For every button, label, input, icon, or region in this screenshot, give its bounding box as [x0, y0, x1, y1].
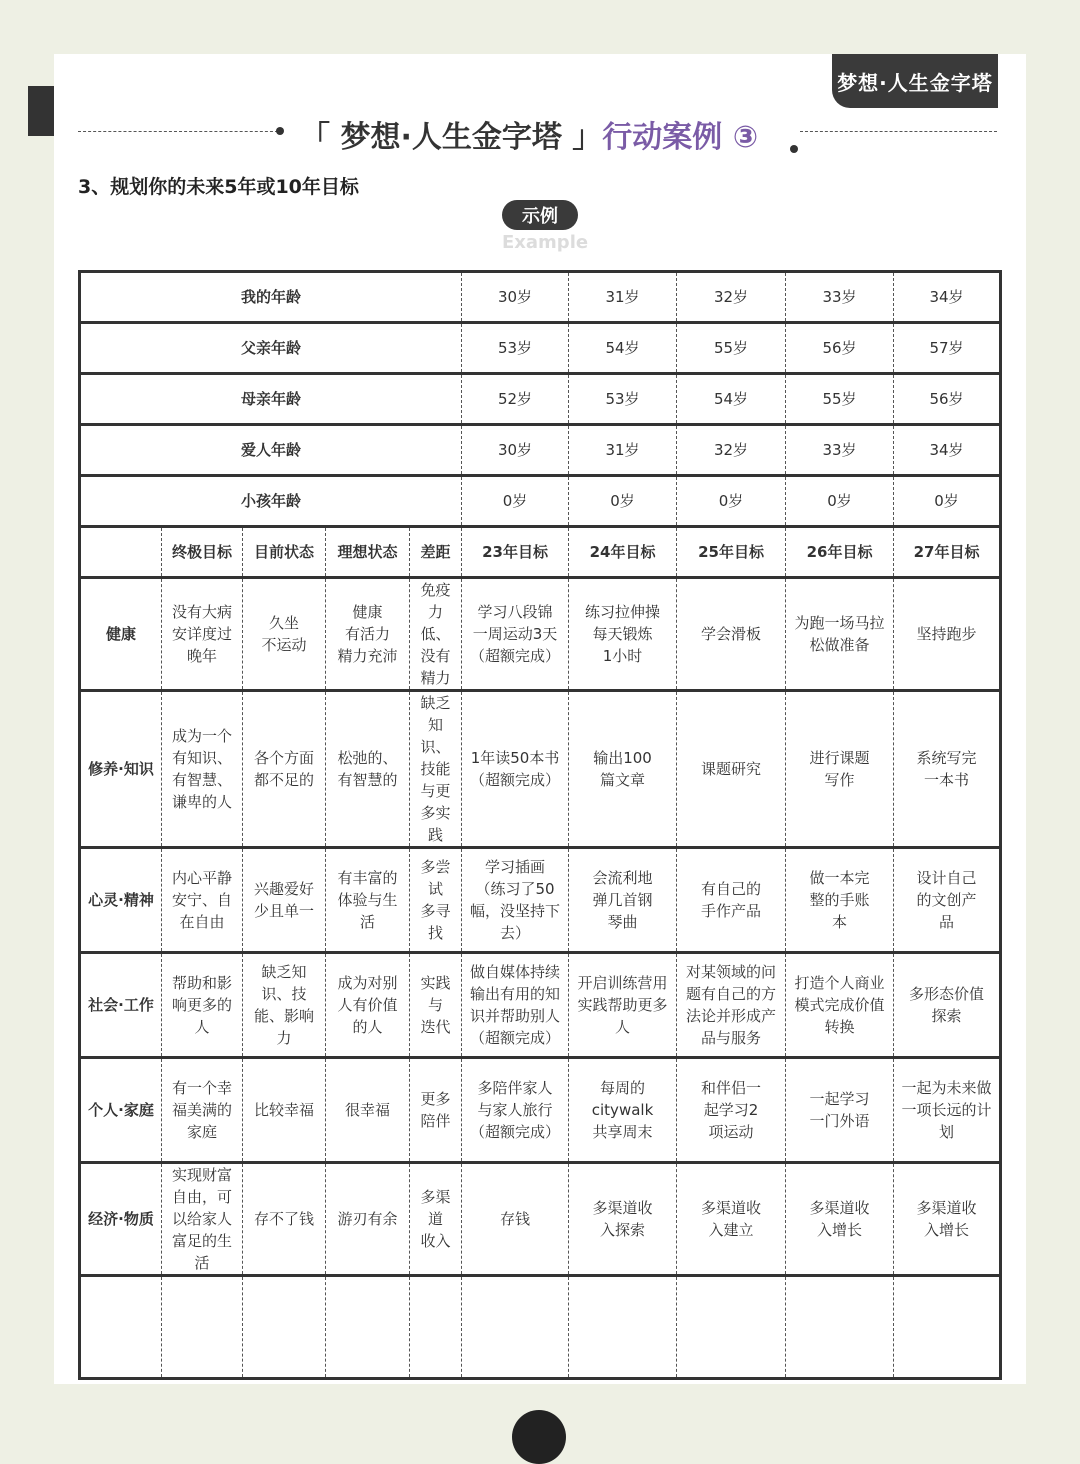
goal-cell: 缺乏知识、技能、影响力: [243, 953, 326, 1058]
age-label: 母亲年龄: [80, 374, 462, 425]
goal-row: [80, 691, 1001, 848]
section-subtitle: 3、规划你的未来5年或10年目标: [78, 176, 359, 198]
category-label: 心灵·精神: [80, 848, 162, 953]
goal-cell: 健康 有活力 精力充沛: [326, 578, 410, 691]
category-label: 健康: [80, 578, 162, 691]
column-header: 25年目标: [677, 527, 786, 578]
category-label: 经济·物质: [80, 1163, 162, 1276]
goal-cell: 做自媒体持续输出有用的知识并帮助别人（超额完成）: [462, 953, 569, 1058]
goal-cell: 帮助和影响更多的人: [162, 953, 243, 1058]
goal-cell: 久坐 不运动: [243, 578, 326, 691]
goal-cell: 多尝试 多寻找: [410, 848, 462, 953]
empty-cell: [894, 1276, 1001, 1379]
age-value: 34岁: [894, 425, 1001, 476]
age-row: [80, 272, 1001, 323]
goal-cell: 实践与 迭代: [410, 953, 462, 1058]
goal-cell: 一起为未来做一项长远的计划: [894, 1058, 1001, 1163]
goal-cell: 学习插画 （练习了50幅，没坚持下去）: [462, 848, 569, 953]
goal-cell: 做一本完 整的手账 本: [786, 848, 894, 953]
example-en-label: Example: [502, 232, 589, 253]
empty-cell: [786, 1276, 894, 1379]
goal-cell: 进行课题 写作: [786, 691, 894, 848]
age-value: 53岁: [569, 374, 677, 425]
corner-tag: 梦想·人生金字塔: [832, 54, 998, 108]
goal-cell: 有丰富的 体验与生 活: [326, 848, 410, 953]
goal-cell: 系统写完 一本书: [894, 691, 1001, 848]
goal-cell: 多陪伴家人 与家人旅行 （超额完成）: [462, 1058, 569, 1163]
goal-cell: 存不了钱: [243, 1163, 326, 1276]
goal-cell: 免疫力低、没有精力: [410, 578, 462, 691]
goal-cell: 每周的 citywalk 共享周末: [569, 1058, 677, 1163]
goal-cell: 开启训练营用实践帮助更多人: [569, 953, 677, 1058]
goal-cell: 存钱: [462, 1163, 569, 1276]
age-value: 0岁: [569, 476, 677, 527]
goal-cell: 练习拉伸操 每天锻炼 1小时: [569, 578, 677, 691]
title-accent: 行动案例 ③: [602, 120, 759, 155]
age-row: [80, 425, 1001, 476]
goal-cell: 一起学习 一门外语: [786, 1058, 894, 1163]
goal-cell: 会流利地 弹几首钢 琴曲: [569, 848, 677, 953]
column-header: 理想状态: [326, 527, 410, 578]
goal-cell: 对某领域的问题有自己的方法论并形成产品与服务: [677, 953, 786, 1058]
age-row: [80, 374, 1001, 425]
goal-cell: 松弛的、 有智慧的: [326, 691, 410, 848]
column-header: 差距: [410, 527, 462, 578]
goal-cell: 更多 陪伴: [410, 1058, 462, 1163]
goal-cell: 有一个幸福美满的家庭: [162, 1058, 243, 1163]
age-value: 56岁: [894, 374, 1001, 425]
goal-cell: 多渠道收 入建立: [677, 1163, 786, 1276]
age-value: 56岁: [786, 323, 894, 374]
empty-cell: [80, 1276, 162, 1379]
age-value: 55岁: [786, 374, 894, 425]
goal-cell: 内心平静安宁、自在自由: [162, 848, 243, 953]
age-value: 54岁: [569, 323, 677, 374]
goal-row: [80, 578, 1001, 691]
goal-cell: 坚持跑步: [894, 578, 1001, 691]
category-label: 个人·家庭: [80, 1058, 162, 1163]
age-value: 30岁: [462, 425, 569, 476]
age-row: [80, 476, 1001, 527]
column-header-row: [80, 527, 1001, 578]
goal-cell: 有自己的 手作产品: [677, 848, 786, 953]
goal-cell: 缺乏知识、技能与更多实践: [410, 691, 462, 848]
goal-cell: 兴趣爱好 少且单一: [243, 848, 326, 953]
goal-cell: 打造个人商业模式完成价值转换: [786, 953, 894, 1058]
goal-row: [80, 1058, 1001, 1163]
goal-cell: 学会滑板: [677, 578, 786, 691]
category-label: 社会·工作: [80, 953, 162, 1058]
age-label: 父亲年龄: [80, 323, 462, 374]
column-header: 27年目标: [894, 527, 1001, 578]
age-value: 0岁: [894, 476, 1001, 527]
goal-row: [80, 848, 1001, 953]
age-value: 31岁: [569, 425, 677, 476]
goal-cell: 实现财富自由，可以给家人富足的生活: [162, 1163, 243, 1276]
empty-cell: [569, 1276, 677, 1379]
age-value: 55岁: [677, 323, 786, 374]
age-label: 我的年龄: [80, 272, 462, 323]
column-header: 24年目标: [569, 527, 677, 578]
goal-cell: 设计自己 的文创产 品: [894, 848, 1001, 953]
page-title: [300, 112, 758, 156]
goal-cell: 和伴侣一 起学习2 项运动: [677, 1058, 786, 1163]
empty-cell: [410, 1276, 462, 1379]
column-header: 23年目标: [462, 527, 569, 578]
category-label: 修养·知识: [80, 691, 162, 848]
title-dashed-line-left: [78, 131, 278, 132]
age-value: 54岁: [677, 374, 786, 425]
goal-cell: 学习八段锦 一周运动3天 （超额完成）: [462, 578, 569, 691]
goal-cell: 多渠道收 入增长: [786, 1163, 894, 1276]
column-header: 终极目标: [162, 527, 243, 578]
goal-cell: 为跑一场马拉松做准备: [786, 578, 894, 691]
empty-row: [80, 1276, 1001, 1379]
empty-cell: [462, 1276, 569, 1379]
age-value: 0岁: [786, 476, 894, 527]
goal-cell: 各个方面 都不足的: [243, 691, 326, 848]
age-value: 57岁: [894, 323, 1001, 374]
footer-logo: [512, 1410, 566, 1464]
goal-cell: 游刃有余: [326, 1163, 410, 1276]
age-value: 30岁: [462, 272, 569, 323]
empty-cell: [326, 1276, 410, 1379]
title-dot-right: [790, 145, 798, 153]
column-header: 目前状态: [243, 527, 326, 578]
goal-cell: 多渠道收 入增长: [894, 1163, 1001, 1276]
goal-cell: 比较幸福: [243, 1058, 326, 1163]
age-value: 33岁: [786, 425, 894, 476]
empty-cell: [243, 1276, 326, 1379]
goal-row: [80, 953, 1001, 1058]
goal-planning-table: [78, 270, 1002, 1380]
empty-cell: [162, 1276, 243, 1379]
goal-cell: 成为一个有知识、有智慧、谦卑的人: [162, 691, 243, 848]
column-header: 26年目标: [786, 527, 894, 578]
age-value: 33岁: [786, 272, 894, 323]
age-value: 52岁: [462, 374, 569, 425]
column-header: [80, 527, 162, 578]
goal-cell: 课题研究: [677, 691, 786, 848]
age-value: 32岁: [677, 425, 786, 476]
age-value: 0岁: [462, 476, 569, 527]
goal-cell: 很幸福: [326, 1058, 410, 1163]
age-label: 小孩年龄: [80, 476, 462, 527]
goal-cell: 输出100 篇文章: [569, 691, 677, 848]
example-badge: 示例: [502, 200, 578, 230]
side-bookmark: [28, 86, 54, 136]
age-value: 53岁: [462, 323, 569, 374]
goal-cell: 多形态价值 探索: [894, 953, 1001, 1058]
goal-cell: 1年读50本书 （超额完成）: [462, 691, 569, 848]
age-value: 34岁: [894, 272, 1001, 323]
age-value: 0岁: [677, 476, 786, 527]
title-main: 「 梦想·人生金字塔 」: [300, 120, 603, 155]
goal-cell: 多渠道 收入: [410, 1163, 462, 1276]
goal-cell: 多渠道收 入探索: [569, 1163, 677, 1276]
goal-cell: 成为对别 人有价值 的人: [326, 953, 410, 1058]
age-label: 爱人年龄: [80, 425, 462, 476]
goal-row: [80, 1163, 1001, 1276]
empty-cell: [677, 1276, 786, 1379]
age-value: 32岁: [677, 272, 786, 323]
goal-cell: 没有大病安详度过晚年: [162, 578, 243, 691]
age-row: [80, 323, 1001, 374]
age-value: 31岁: [569, 272, 677, 323]
title-dashed-line-right: [800, 131, 997, 132]
title-dot-left: [276, 127, 284, 135]
